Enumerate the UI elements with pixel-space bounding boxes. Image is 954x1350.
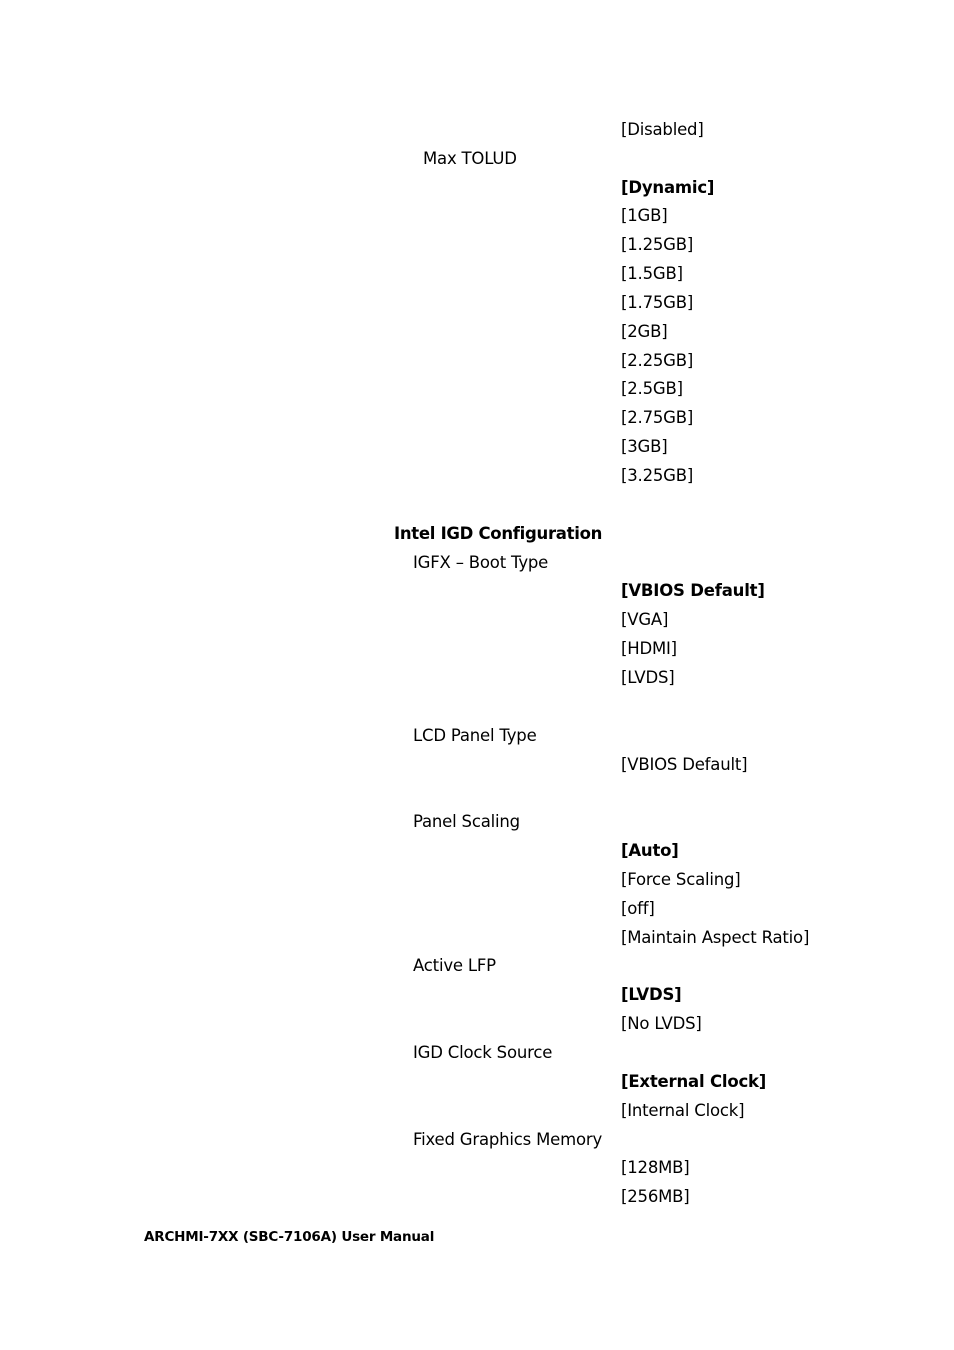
setting-label-lcd-panel-type: LCD Panel Type	[413, 726, 537, 745]
option-item: [1.25GB]	[621, 235, 694, 254]
option-default: [Auto]	[621, 841, 679, 860]
option-item: [Internal Clock]	[621, 1101, 745, 1120]
option-item: [VGA]	[621, 610, 669, 629]
setting-label-igfx-boot-type: IGFX – Boot Type	[413, 553, 549, 572]
option-item: [HDMI]	[621, 639, 677, 658]
option-item: [No LVDS]	[621, 1014, 702, 1033]
setting-label-max-tolud: Max TOLUD	[423, 149, 517, 168]
option-default: [VBIOS Default]	[621, 581, 765, 600]
setting-label-fixed-graphics-memory: Fixed Graphics Memory	[413, 1130, 603, 1149]
option-item: [3.25GB]	[621, 466, 694, 485]
option-item: [1GB]	[621, 206, 668, 225]
option-item: [2GB]	[621, 322, 668, 341]
option-item: [2.25GB]	[621, 351, 694, 370]
option-disabled: [Disabled]	[621, 120, 704, 139]
option-item: [128MB]	[621, 1158, 690, 1177]
option-default: [Dynamic]	[621, 178, 715, 197]
option-default: [LVDS]	[621, 985, 682, 1004]
option-item: [LVDS]	[621, 668, 675, 687]
option-item: [Force Scaling]	[621, 870, 741, 889]
option-item: [2.5GB]	[621, 379, 683, 398]
option-item: [1.5GB]	[621, 264, 683, 283]
option-item: [3GB]	[621, 437, 668, 456]
option-item: [2.75GB]	[621, 408, 694, 427]
page-footer: ARCHMI-7XX (SBC-7106A) User Manual	[144, 1229, 435, 1245]
section-heading: Intel IGD Configuration	[394, 524, 603, 543]
option-item: [256MB]	[621, 1187, 690, 1206]
option-default: [External Clock]	[621, 1072, 767, 1091]
option-item: [VBIOS Default]	[621, 755, 748, 774]
setting-label-igd-clock-source: IGD Clock Source	[413, 1043, 553, 1062]
setting-label-active-lfp: Active LFP	[413, 956, 496, 975]
option-item: [Maintain Aspect Ratio]	[621, 928, 810, 947]
setting-label-panel-scaling: Panel Scaling	[413, 812, 520, 831]
option-item: [1.75GB]	[621, 293, 694, 312]
option-item: [off]	[621, 899, 655, 918]
